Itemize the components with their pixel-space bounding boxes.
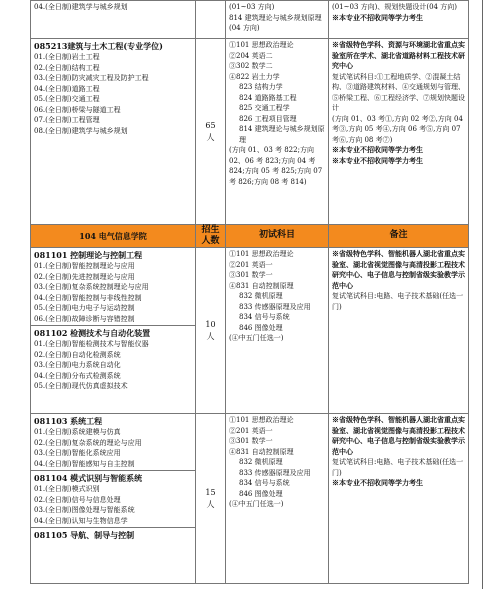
notes-cell	[329, 39, 469, 225]
subject-item: ①101 思想政治理论	[229, 250, 294, 258]
subject-item: 846 图像处理	[239, 489, 283, 498]
major-item: 03.(全日制)电力系统自动化	[34, 361, 121, 369]
table-row	[31, 39, 469, 225]
subject-item: 833 传感器原理及应用	[239, 302, 311, 311]
subject-item: 824 道路路基工程	[239, 93, 297, 102]
subject-item: 814 建筑理论与城乡规划原理(04 方向)	[229, 13, 322, 32]
note-item: (方向 01、03 考①,方向 02 考②,方向 04 考③,方向 05 考④,方向 06 考⑤,方向 07 考⑥,方向 08 考⑦)	[332, 114, 463, 144]
major-title: 081103 系统工程	[34, 416, 103, 426]
department-header-row	[31, 225, 469, 248]
subject-item: (④中五门任选一)	[229, 500, 284, 508]
notes-cell	[329, 414, 469, 584]
major-item: 05.(全日制)电力电子与运动控制	[34, 304, 135, 312]
major-title: 081104 模式识别与智能系统	[34, 473, 143, 483]
subject-item: ③302 数学二	[229, 62, 273, 70]
note-item: ※本专业不招收同等学力考生	[332, 155, 423, 165]
plan-cell: 65 人	[196, 39, 226, 225]
subjects-cell	[226, 1, 329, 39]
major-item: 01.(全日制)系统建模与仿真	[34, 428, 121, 436]
majors-cell	[31, 1, 196, 39]
subject-item: ④822 岩土力学	[229, 72, 280, 81]
subject-item: 823 结构力学	[239, 83, 283, 91]
subject-item: ②204 英语二	[229, 51, 273, 60]
major-item: 02.(全日制)先进控制理论与应用	[34, 272, 135, 281]
major-item: 01.(全日制)智能控制理论与应用	[34, 262, 135, 270]
subject-item: 832 微机原理	[239, 458, 283, 466]
subject-item: (方向 01、03 考 822;方向 02、06 考 823;方向 04 考 824;方向 05 考 825;方向 07 考 826;方向 08 考 814)	[229, 146, 323, 186]
major-item: 03.(全日制)图像处理与智能系统	[34, 506, 135, 514]
subject-item: ②201 英语一	[229, 426, 273, 435]
note-item: ※本专业不招收同等学力考生	[332, 478, 423, 487]
major-item: 02.(全日制)信号与信息处理	[34, 495, 121, 504]
note-item: 复试笔试科目:电路、电子技术基础(任选一门)	[332, 458, 464, 477]
major-item: 04.(全日制)认知与生物信息学	[34, 516, 128, 525]
major-item: 05.(全日制)交通工程	[34, 95, 100, 103]
major-item: 04.(全日制)分布式检测系统	[34, 371, 121, 380]
subject-item: ③301 数学一	[229, 271, 273, 279]
subject-item: 846 图像处理	[239, 323, 283, 332]
note-item: ※本专业不招收同等学力考生	[332, 145, 423, 154]
major-item: 03.(全日制)复杂系统控制理论与应用	[34, 283, 149, 291]
subject-item: ③301 数学一	[229, 437, 273, 445]
plan-cell: 10 人	[196, 248, 226, 414]
major-item: 01.(全日制)模式识别	[34, 485, 100, 493]
major-item: 08.(全日制)建筑学与城乡规划	[34, 126, 128, 135]
note-item: ※省级特色学科、智能机器人湖北省重点实验室、湖北省视觉图像与高清投影工程技术研究中心、电子信息与控制省级实验教学示范中心	[332, 415, 465, 456]
majors-cell	[31, 39, 196, 225]
notes-cell	[329, 248, 469, 414]
note-item: (01~03 方向)、规划快题设计(04 方向)	[332, 3, 457, 11]
major-item: 02.(全日制)自动化检测系统	[34, 350, 121, 359]
table-row	[31, 1, 469, 39]
subjects-cell	[226, 414, 329, 584]
subject-item: 834 信号与系统	[239, 313, 290, 321]
page-edge-line	[482, 0, 483, 589]
plan-cell	[196, 1, 226, 39]
note-item: 复试笔试科目:电路、电子技术基础(任选一门)	[332, 292, 464, 311]
subjects-header: 初试科目	[226, 225, 329, 248]
note-item: 复试笔试科目:①工程地质学、②混凝土结构、③道路建筑材料、④交通规划与管理、⑤桥梁工程、⑥工程经济学、⑦规划快题设计	[332, 72, 465, 112]
major-title: 081105 导航、制导与控制	[34, 530, 135, 540]
subject-item: ④831 自动控制原理	[229, 281, 294, 290]
table-row	[31, 248, 469, 414]
subject-item: (④中五门任选一)	[229, 334, 284, 342]
subject-item: ④831 自动控制原理	[229, 447, 294, 456]
major-item: 04.(全日制)建筑学与城乡规划	[34, 3, 128, 11]
major-item: 01.(全日制)岩土工程	[34, 53, 100, 61]
major-item: 06.(全日制)桥梁与隧道工程	[34, 105, 121, 114]
subject-item: 826 工程项目管理	[239, 114, 297, 123]
subject-item: ①101 思想政治理论	[229, 41, 294, 49]
major-item: 02.(全日制)结构工程	[34, 63, 100, 72]
majors-cell	[31, 248, 196, 414]
subject-item: 832 微机原理	[239, 292, 283, 300]
plan-cell: 15 人	[196, 414, 226, 584]
major-title: 081101 控制理论与控制工程	[34, 250, 143, 260]
major-title: 085213建筑与土木工程(专业学位)	[34, 41, 163, 51]
notes-header: 备注	[329, 225, 469, 248]
subject-item: 825 交通工程学	[239, 104, 290, 112]
subject-item: (01~03 方向)	[229, 3, 275, 11]
note-item: ※省级特色学科、智能机器人湖北省重点实验室、湖北省视觉图像与高清投影工程技术研究中心、电子信息与控制省级实验教学示范中心	[332, 249, 465, 290]
subjects-cell	[226, 248, 329, 414]
major-item: 03.(全日制)防灾减灾工程及防护工程	[34, 74, 149, 82]
note-item: ※省级特色学科、资源与环境湖北省重点实验室所在学术、湖北省道路材料工程技术研究中心	[332, 40, 465, 70]
major-item: 04.(全日制)智能控制与非线性控制	[34, 293, 142, 302]
subjects-cell	[226, 39, 329, 225]
major-item: 04.(全日制)道路工程	[34, 84, 100, 93]
major-item: 05.(全日制)现代仿真虚拟技术	[34, 382, 128, 390]
major-item: 02.(全日制)复杂系统的理论与应用	[34, 438, 142, 447]
major-item: 04.(全日制)智能感知与自主控制	[34, 459, 135, 468]
major-item: 03.(全日制)智能化系统应用	[34, 449, 121, 457]
major-item: 01.(全日制)智能检测技术与智能仪器	[34, 340, 149, 348]
plan-header: 招生 人数	[196, 225, 226, 248]
major-title: 081102 检测技术与自动化装置	[34, 328, 151, 338]
subject-item: ①101 思想政治理论	[229, 416, 294, 424]
subject-item: 833 传感器原理及应用	[239, 468, 311, 477]
majors-cell	[31, 414, 196, 584]
major-item: 07.(全日制)工程管理	[34, 116, 100, 124]
major-item: 06.(全日制)故障诊断与容错控制	[34, 314, 135, 323]
department-name: 104 电气信息学院	[31, 225, 196, 248]
notes-cell	[329, 1, 469, 39]
table-row	[31, 414, 469, 584]
subject-item: ②201 英语一	[229, 260, 273, 269]
subject-item: 814 建筑理论与城乡规划原理	[239, 125, 325, 144]
admissions-table	[30, 0, 469, 584]
subject-item: 834 信号与系统	[239, 479, 290, 487]
note-item: ※本专业不招收同等学力考生	[332, 12, 423, 22]
